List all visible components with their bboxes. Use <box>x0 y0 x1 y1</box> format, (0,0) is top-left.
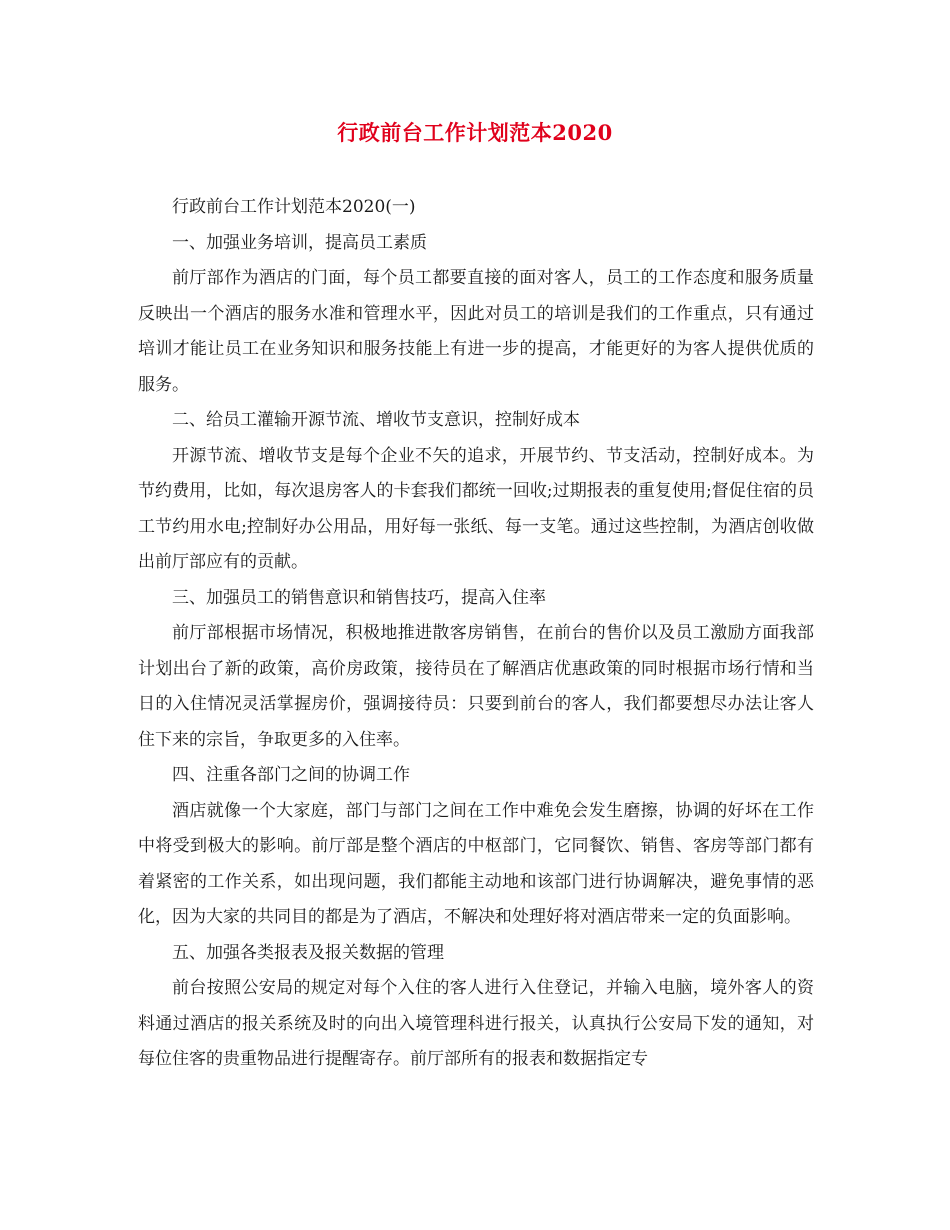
section-heading: 行政前台工作计划范本2020(一) <box>172 197 416 217</box>
body-paragraph: 开源节流、增收节支是每个企业不矢的追求，开展节约、节支活动，控制好成本。为节约费用，比如，每次退房客人的卡套我们都统一回收;过期报表的重复使用;督促住宿的员工节约用水电;控制好办公用品，用好每一张纸、每一支笔。通过这些控制，为酒店创收做出前厅部应有的贡献。 <box>138 445 814 572</box>
body-paragraph: 前台按照公安局的规定对每个入住的客人进行入住登记，并输入电脑，境外客人的资料通过酒店的报关系统及时的向出入境管理科进行报关，认真执行公安局下发的通知，对每位住客的贵重物品进行提醒寄存。前厅部所有的报表和数据指定专 <box>138 978 814 1069</box>
section-heading: 四、注重各部门之间的协调工作 <box>172 765 410 785</box>
body-paragraph: 前厅部作为酒店的门面，每个员工都要直接的面对客人，员工的工作态度和服务质量反映出一个酒店的服务水准和管理水平，因此对员工的培训是我们的工作重点，只有通过培训才能让员工在业务知识和服务技能上有进一步的提高，才能更好的为客人提供优质的服务。 <box>138 268 814 395</box>
section-heading: 三、加强员工的销售意识和销售技巧，提高入住率 <box>172 587 546 608</box>
section-heading: 二、给员工灌输开源节流、增收节支意识，控制好成本 <box>172 410 580 430</box>
section-heading: 一、加强业务培训，提高员工素质 <box>172 232 427 253</box>
document-title: 行政前台工作计划范本2020 <box>337 120 613 145</box>
section-heading: 五、加强各类报表及报关数据的管理 <box>172 942 444 963</box>
document-body <box>138 190 814 1078</box>
body-paragraph: 前厅部根据市场情况，积极地推进散客房销售，在前台的售价以及员工激励方面我部计划出台了新的政策，高价房政策，接待员在了解酒店优惠政策的同时根据市场行情和当日的入住情况灵活掌握房价，强调接待员：只要到前台的客人，我们都要想尽办法让客人住下来的宗旨，争取更多的入住率。 <box>138 623 814 750</box>
body-paragraph: 酒店就像一个大家庭，部门与部门之间在工作中难免会发生磨擦，协调的好坏在工作中将受到极大的影响。前厅部是整个酒店的中枢部门，它同餐饮、销售、客房等部门都有着紧密的工作关系，如出现问题，我们都能主动地和该部门进行协调解决，避免事情的恶化，因为大家的共同目的都是为了酒店，不解决和处理好将对酒店带来一定的负面影响。 <box>138 800 814 927</box>
